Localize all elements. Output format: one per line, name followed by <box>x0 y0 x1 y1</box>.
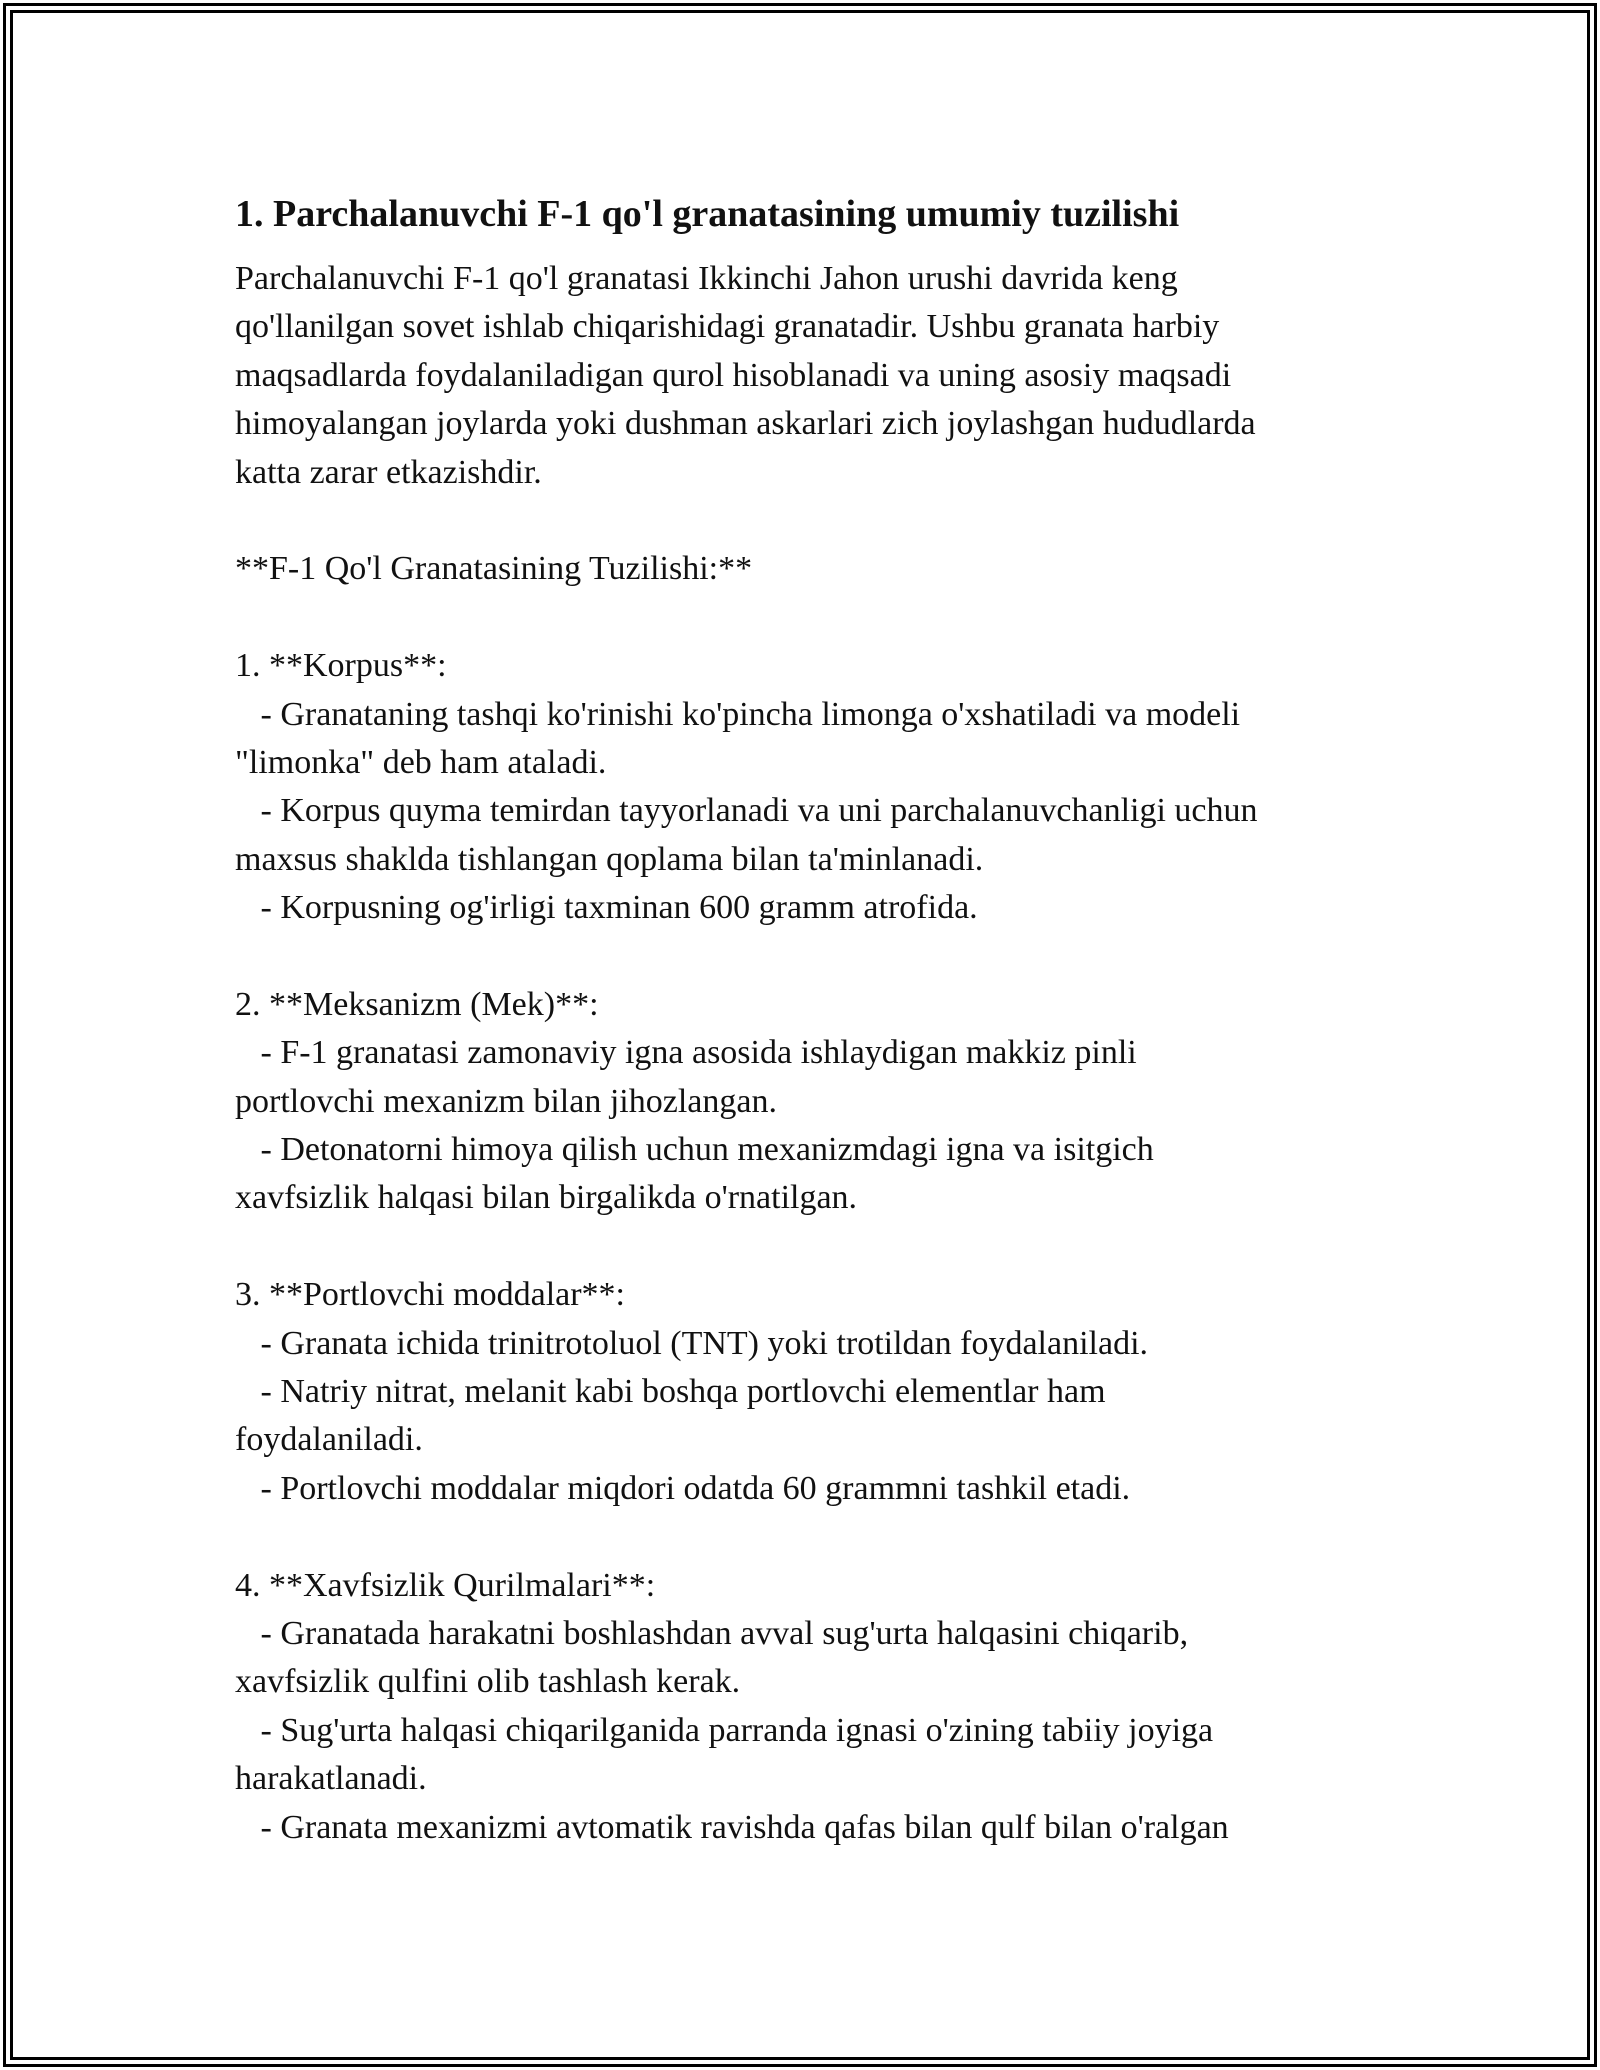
section-line: portlovchi mexanizm bilan jihozlangan. <box>235 1082 777 1120</box>
section-line: - Detonatorni himoya qilish uchun mexanizmdagi igna va isitgich <box>235 1131 1154 1169</box>
section-line: "limonka" deb ham ataladi. <box>235 743 607 781</box>
document-body <box>235 188 1370 1852</box>
blank-line <box>235 497 1370 545</box>
section-line: foydalaniladi. <box>235 1421 423 1459</box>
section-line: xavfsizlik qulfini olib tashlash kerak. <box>235 1663 741 1701</box>
section-title: 2. **Meksanizm (Mek)**: <box>235 985 599 1023</box>
section-line: - Sug'urta halqasi chiqarilganida parranda ignasi o'zining tabiiy joyiga <box>235 1711 1214 1749</box>
section-portlovchi-moddalar <box>235 1271 1370 1513</box>
structure-title: **F-1 Qo'l Granatasining Tuzilishi:** <box>235 550 753 588</box>
blank-line <box>235 932 1370 980</box>
section-mexanizm <box>235 981 1370 1223</box>
section-line: - Korpusning og'irligi taxminan 600 gramm atrofida. <box>235 889 978 927</box>
blank-line <box>235 1513 1370 1561</box>
section-title: 3. **Portlovchi moddalar**: <box>235 1276 626 1314</box>
section-line: - Korpus quyma temirdan tayyorlanadi va uni parchalanuvchanligi uchun <box>235 792 1258 830</box>
blank-line <box>235 1223 1370 1271</box>
section-line: - Granata mexanizmi avtomatik ravishda qafas bilan qulf bilan o'ralgan <box>235 1808 1229 1846</box>
section-line: - Natriy nitrat, melanit kabi boshqa portlovchi elementlar ham <box>235 1372 1106 1410</box>
page-title: 1. Parchalanuvchi F-1 qo'l granatasining umumiy tuzilishi <box>235 193 1180 235</box>
intro-paragraph <box>235 255 1370 497</box>
blank-line <box>235 594 1370 642</box>
section-line: xavfsizlik halqasi bilan birgalikda o'rnatilgan. <box>235 1179 858 1217</box>
section-line: - Portlovchi moddalar miqdori odatda 60 grammni tashkil etadi. <box>235 1469 1131 1507</box>
section-line: - Granataning tashqi ko'rinishi ko'pincha limonga o'xshatiladi va modeli <box>235 695 1241 733</box>
intro-line: qo'llanilgan sovet ishlab chiqarishidagi granatadir. Ushbu granata harbiy <box>235 308 1220 346</box>
intro-line: katta zarar etkazishdir. <box>235 453 542 491</box>
section-line: - F-1 granatasi zamonaviy igna asosida ishlaydigan makkiz pinli <box>235 1034 1137 1072</box>
section-line: - Granata ichida trinitrotoluol (TNT) yoki trotildan foydalaniladi. <box>235 1324 1149 1362</box>
section-title: 1. **Korpus**: <box>235 647 447 685</box>
section-line: maxsus shaklda tishlangan qoplama bilan ta'minlanadi. <box>235 840 984 878</box>
intro-line: himoyalangan joylarda yoki dushman askarlari zich joylashgan hududlarda <box>235 405 1256 443</box>
section-xavfsizlik-qurilmalari <box>235 1562 1370 1852</box>
intro-line: maqsadlarda foydalaniladigan qurol hisoblanadi va uning asosiy maqsadi <box>235 356 1232 394</box>
intro-line: Parchalanuvchi F-1 qo'l granatasi Ikkinchi Jahon urushi davrida keng <box>235 260 1178 297</box>
section-line: harakatlanadi. <box>235 1760 427 1798</box>
section-line: - Granatada harakatni boshlashdan avval sug'urta halqasini chiqarib, <box>235 1614 1189 1652</box>
section-korpus <box>235 642 1370 932</box>
section-title: 4. **Xavfsizlik Qurilmalari**: <box>235 1566 656 1604</box>
